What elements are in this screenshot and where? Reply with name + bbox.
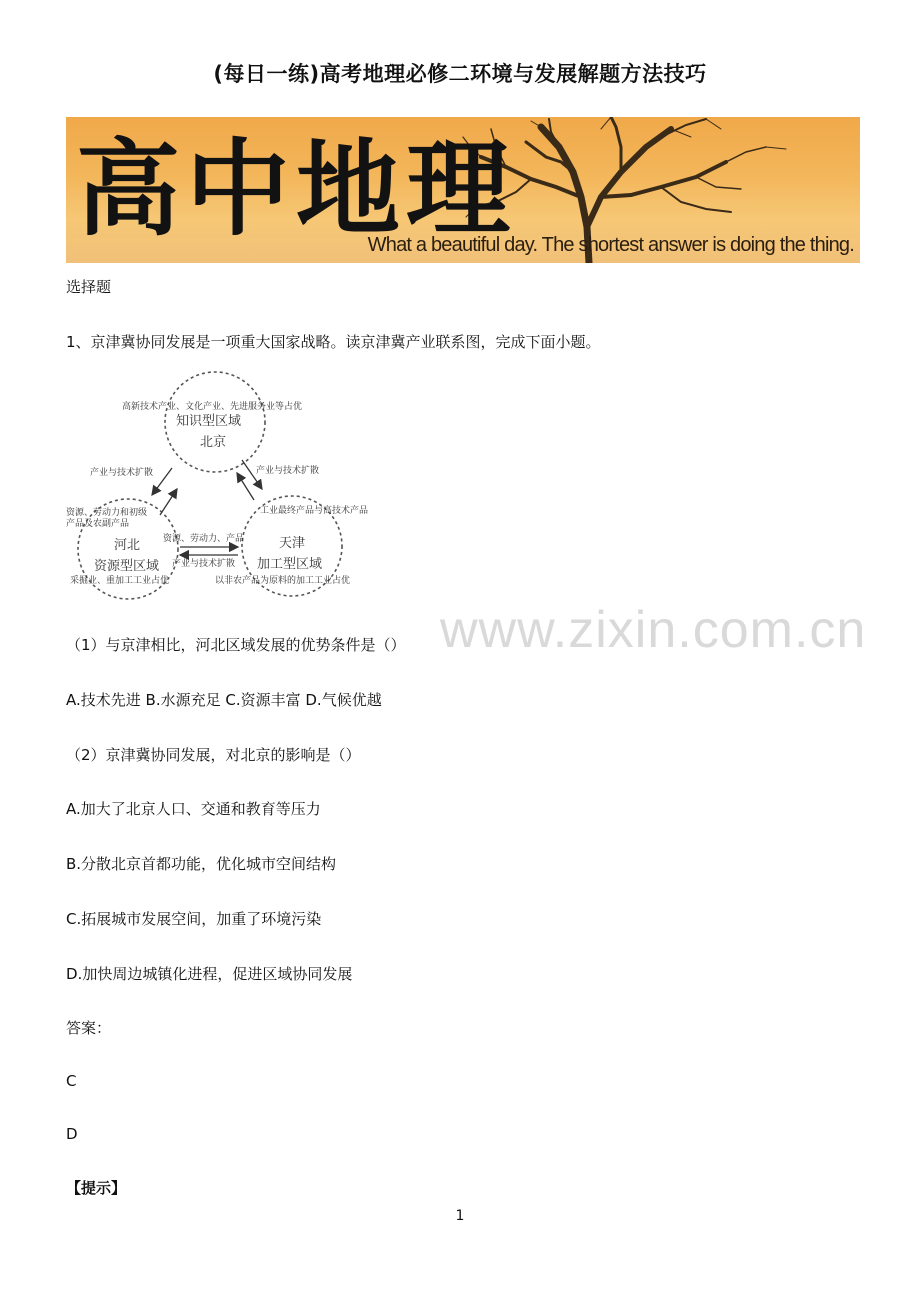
option-c: C.拓展城市发展空间，加重了环境污染 (66, 910, 322, 928)
sub-question-1: （1）与京津相比，河北区域发展的优势条件是（） (66, 636, 406, 654)
sub-question-1-options: A.技术先进 B.水源充足 C.资源丰富 D.气候优越 (66, 691, 382, 709)
beijing-top-note: 高新技术产业、文化产业、先进服务业等占优 (122, 402, 303, 412)
page-number: 1 (455, 1208, 465, 1224)
question-stem: 1、京津冀协同发展是一项重大国家战略。读京津冀产业联系图，完成下面小题。 (66, 333, 601, 351)
tianjin-type-label: 加工型区域 (257, 557, 323, 572)
option-b: B.分散北京首都功能，优化城市空间结构 (66, 855, 337, 873)
arrow-left-label: 产业与技术扩散 (90, 468, 154, 478)
hebei-note: 采掘业、重加工工业占优 (70, 576, 170, 586)
document-title: (每日一练)高考地理必修二环境与发展解题方法技巧 (213, 62, 707, 86)
option-d: D.加快周边城镇化进程，促进区域协同发展 (66, 965, 353, 983)
hint-label: 【提示】 (66, 1179, 127, 1197)
tianjin-name-label: 天津 (279, 536, 306, 551)
arrow-tianjin-to-beijing (237, 473, 254, 500)
hebei-type-label: 资源型区域 (94, 559, 160, 574)
beijing-name-label: 北京 (200, 435, 227, 450)
tianjin-note: 以非农产品为原料的加工工业占优 (215, 576, 351, 586)
banner-heading: 高中地理 (76, 127, 517, 250)
answer-2: D (66, 1125, 78, 1143)
mid-top-label: 资源、劳动力、产品 (163, 534, 245, 544)
option-a: A.加大了北京人口、交通和教育等压力 (66, 800, 321, 818)
beijing-type-label: 知识型区域 (176, 414, 242, 429)
section-heading: 选择题 (66, 278, 112, 296)
watermark: www.zixin.com.cn (440, 601, 867, 659)
hebei-input-line1: 资源、劳动力和初级 (66, 508, 148, 518)
banner (66, 117, 860, 263)
banner-slogan: What a beautiful day. The shortest answer is doing the thing. (367, 234, 854, 256)
mid-bottom-label: 产业与技术扩散 (172, 559, 236, 569)
sub-question-2: （2）京津冀协同发展，对北京的影响是（） (66, 746, 361, 764)
answer-label: 答案： (66, 1019, 112, 1037)
tianjin-output-label: 工业最终产品与高技术产品 (260, 506, 369, 516)
arrow-beijing-to-hebei (152, 468, 172, 495)
arrow-right-label: 产业与技术扩散 (256, 466, 320, 476)
answer-1: C (66, 1072, 77, 1090)
industry-linkage-diagram (62, 365, 402, 610)
hebei-name-label: 河北 (114, 538, 141, 553)
arrow-hebei-to-beijing (160, 489, 177, 515)
hebei-input-line2: 产品及农副产品 (66, 519, 130, 529)
